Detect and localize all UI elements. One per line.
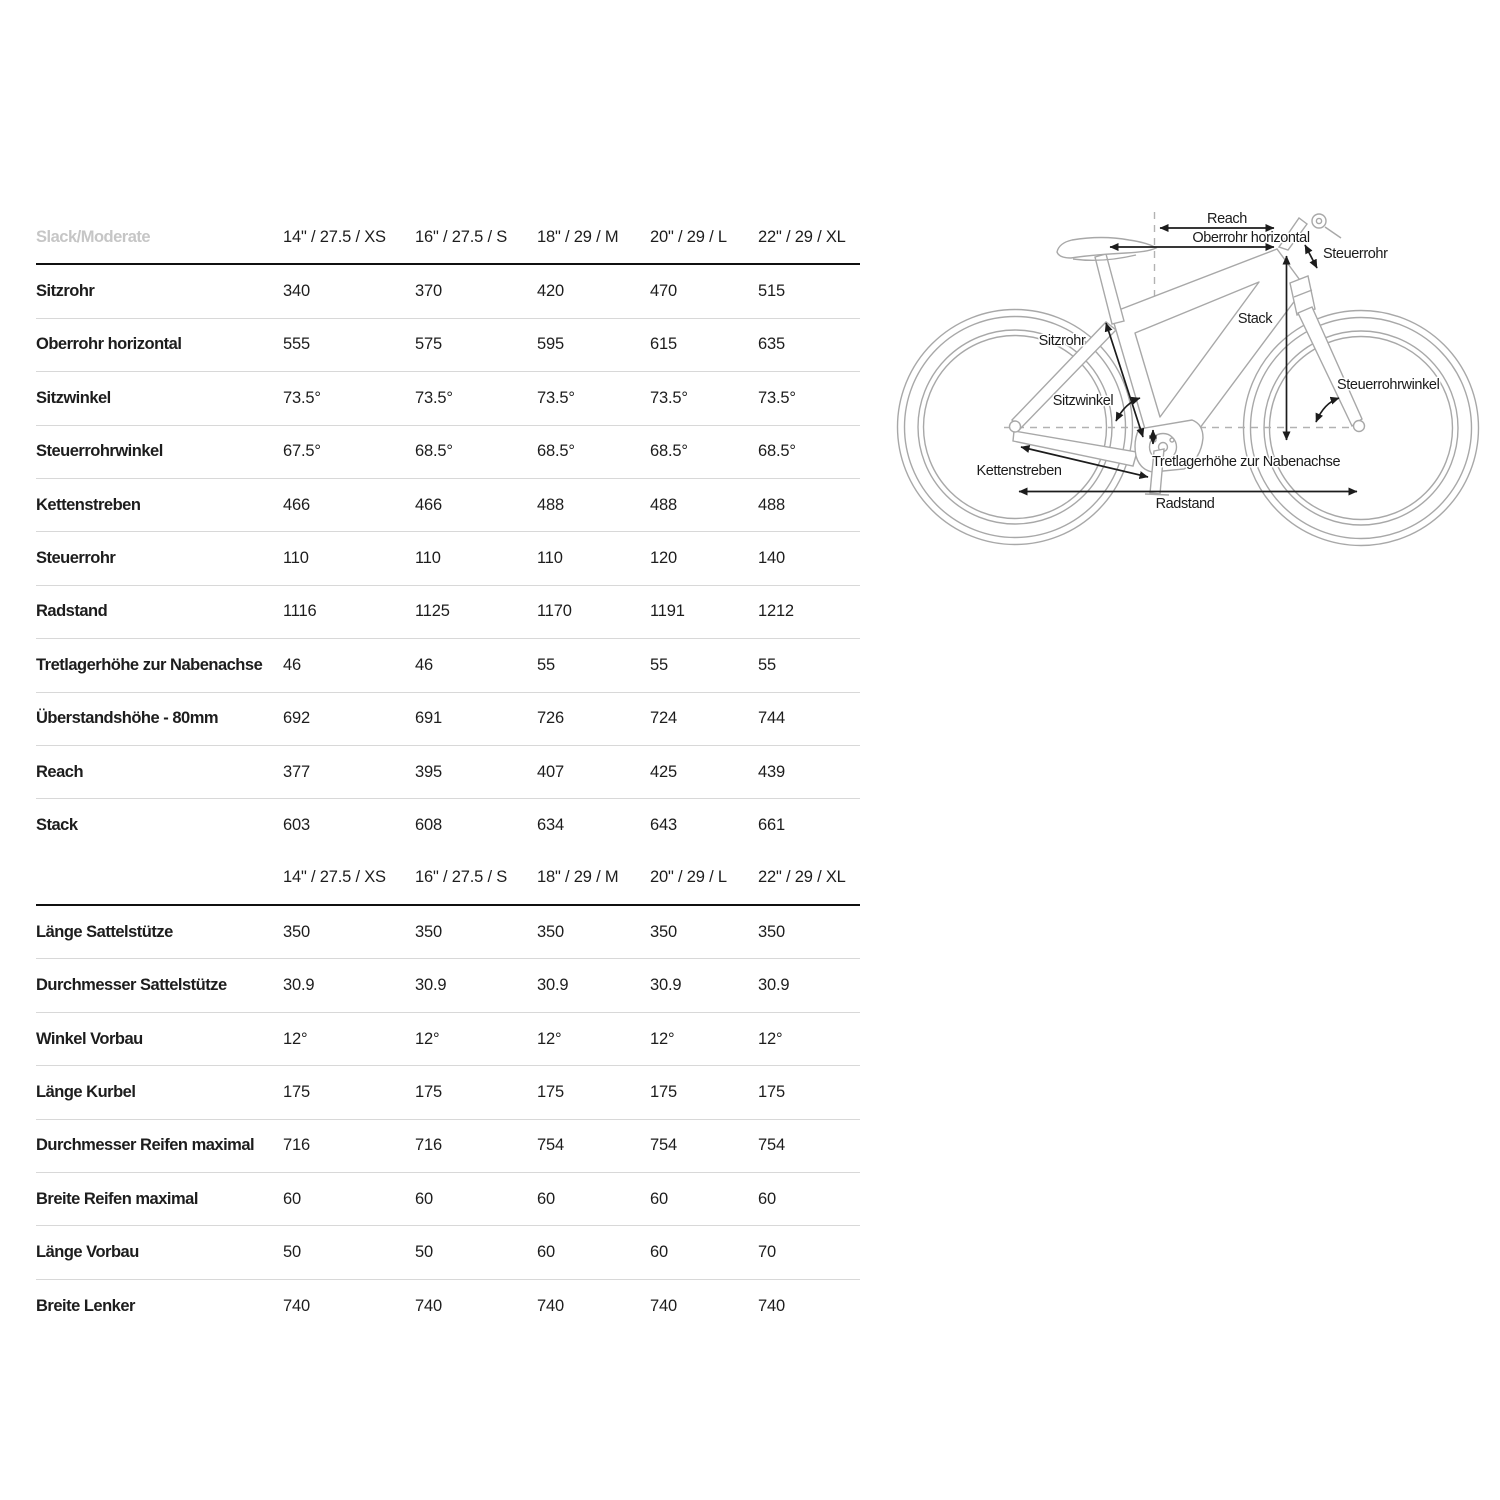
cell-value: 68.5° (537, 442, 575, 461)
cell-value: 407 (537, 762, 564, 781)
diagram-label-steuerrohrwinkel: Steuerrohrwinkel (1337, 377, 1440, 393)
cell-value: 12° (537, 1029, 562, 1048)
cell-value: 60 (283, 1189, 301, 1208)
cell-value: 30.9 (415, 976, 447, 995)
size-header-xs: 14" / 27.5 / XS (283, 227, 386, 246)
cell-value: 1191 (650, 602, 685, 621)
cell-value: 724 (650, 709, 677, 728)
fork-lower-leg (1298, 307, 1362, 426)
diagram-label-steuerrohr: Steuerrohr (1323, 246, 1388, 262)
size-header-xl: 22" / 29 / XL (758, 868, 846, 887)
size-header-l: 20" / 29 / L (650, 227, 727, 246)
cell-value: 68.5° (650, 442, 688, 461)
diagram-label-reach: Reach (1207, 211, 1247, 227)
cell-value: 350 (758, 922, 785, 941)
table-header-row (36, 211, 860, 265)
table-row (36, 959, 860, 1012)
cell-value: 68.5° (415, 442, 453, 461)
pedal (1145, 494, 1169, 495)
cell-value: 595 (537, 335, 564, 354)
cell-value: 30.9 (758, 976, 790, 995)
row-label: Sitzrohr (36, 282, 95, 301)
cell-value: 744 (758, 709, 785, 728)
cell-value: 1116 (283, 602, 317, 621)
cell-value: 740 (415, 1296, 442, 1315)
cell-value: 740 (537, 1296, 564, 1315)
size-header-xl: 22" / 29 / XL (758, 227, 846, 246)
cell-value: 395 (415, 762, 442, 781)
cell-value: 110 (415, 549, 441, 568)
cell-value: 425 (650, 762, 677, 781)
cell-value: 466 (415, 495, 442, 514)
cell-value: 30.9 (537, 976, 569, 995)
row-label: Sitzwinkel (36, 388, 111, 407)
cell-value: 754 (537, 1136, 564, 1155)
cell-value: 754 (758, 1136, 785, 1155)
row-label: Oberrohr horizontal (36, 335, 182, 354)
size-header-xs: 14" / 27.5 / XS (283, 868, 386, 887)
table-row (36, 1226, 860, 1279)
size-header-s: 16" / 27.5 / S (415, 227, 508, 246)
cell-value: 55 (758, 655, 776, 674)
table-row (36, 693, 860, 746)
table-section-label: Slack/Moderate (36, 227, 151, 246)
cell-value: 55 (650, 655, 668, 674)
cell-value: 67.5° (283, 442, 321, 461)
row-label: Winkel Vorbau (36, 1029, 143, 1048)
cell-value: 73.5° (650, 388, 688, 407)
steuerrohr-arrow (1305, 245, 1317, 268)
cell-value: 175 (537, 1082, 564, 1101)
cell-value: 68.5° (758, 442, 796, 461)
cell-value: 70 (758, 1243, 776, 1262)
cell-value: 60 (537, 1189, 555, 1208)
cell-value: 488 (537, 495, 564, 514)
row-label: Länge Vorbau (36, 1243, 139, 1262)
cell-value: 740 (283, 1296, 310, 1315)
cell-value: 350 (415, 922, 442, 941)
rear-dropout (1010, 421, 1021, 432)
cell-value: 73.5° (283, 388, 321, 407)
diagram-label-radstand: Radstand (1155, 496, 1215, 512)
row-label: Durchmesser Sattelstütze (36, 976, 227, 995)
cell-value: 1212 (758, 602, 794, 621)
table-row (36, 1066, 860, 1119)
cell-value: 608 (415, 815, 442, 834)
cell-value: 120 (650, 549, 677, 568)
cell-value: 488 (758, 495, 785, 514)
diagram-label-tretlagerhoehe: Tretlagerhöhe zur Nabenachse (1152, 454, 1341, 470)
cell-value: 439 (758, 762, 785, 781)
seatpost (1095, 254, 1124, 324)
front-dropout (1354, 421, 1365, 432)
cell-value: 73.5° (415, 388, 453, 407)
table-header-row (36, 852, 860, 906)
cell-value: 515 (758, 282, 785, 301)
cell-value: 634 (537, 815, 564, 834)
cell-value: 740 (650, 1296, 677, 1315)
cell-value: 635 (758, 335, 785, 354)
table-row (36, 426, 860, 479)
row-label: Reach (36, 762, 84, 781)
cell-value: 1170 (537, 602, 572, 621)
bike-geometry-diagram (880, 190, 1490, 560)
cell-value: 30.9 (283, 976, 315, 995)
size-header-m: 18" / 29 / M (537, 227, 619, 246)
cell-value: 350 (283, 922, 310, 941)
cell-value: 55 (537, 655, 555, 674)
components-body (36, 906, 860, 1332)
table-row (36, 746, 860, 799)
cell-value: 60 (537, 1243, 555, 1262)
cell-value: 466 (283, 495, 310, 514)
cell-value: 350 (537, 922, 564, 941)
cell-value: 350 (650, 922, 677, 941)
cell-value: 175 (415, 1082, 442, 1101)
cell-value: 30.9 (650, 976, 682, 995)
handlebar-grip (1312, 214, 1326, 228)
table-row (36, 265, 860, 318)
chain-stay (1013, 431, 1137, 466)
cell-value: 175 (650, 1082, 677, 1101)
row-label: Breite Lenker (36, 1296, 135, 1315)
cell-value: 488 (650, 495, 677, 514)
table-row (36, 372, 860, 425)
steuerrohrwinkel-arc (1316, 398, 1339, 422)
geometry-tables (36, 211, 860, 1332)
cell-value: 60 (758, 1189, 776, 1208)
row-label: Kettenstreben (36, 495, 141, 514)
cell-value: 60 (650, 1189, 668, 1208)
cell-value: 60 (650, 1243, 668, 1262)
table-row (36, 532, 860, 585)
cell-value: 12° (650, 1029, 675, 1048)
cell-value: 716 (415, 1136, 442, 1155)
row-label: Tretlagerhöhe zur Nabenachse (36, 655, 263, 674)
table-row (36, 319, 860, 372)
row-label: Radstand (36, 602, 108, 621)
table-row (36, 1173, 860, 1226)
cell-value: 50 (283, 1243, 301, 1262)
cell-value: 661 (758, 815, 785, 834)
cell-value: 691 (415, 709, 442, 728)
components-table (36, 852, 860, 1333)
row-label: Steuerrohr (36, 549, 116, 568)
cell-value: 615 (650, 335, 677, 354)
cell-value: 140 (758, 549, 785, 568)
row-label: Überstandshöhe - 80mm (36, 709, 219, 728)
row-label: Länge Sattelstütze (36, 922, 173, 941)
size-header-l: 20" / 29 / L (650, 868, 727, 887)
cell-value: 603 (283, 815, 310, 834)
diagram-label-sitzwinkel: Sitzwinkel (1052, 393, 1114, 409)
cell-value: 420 (537, 282, 564, 301)
diagram-label-stack: Stack (1237, 311, 1273, 327)
cell-value: 740 (758, 1296, 785, 1315)
size-header-s: 16" / 27.5 / S (415, 868, 508, 887)
diagram-label-kettenstreben: Kettenstreben (976, 463, 1062, 479)
cell-value: 370 (415, 282, 442, 301)
row-label: Länge Kurbel (36, 1082, 136, 1101)
cell-value: 726 (537, 709, 564, 728)
cell-value: 1125 (415, 602, 450, 621)
cell-value: 754 (650, 1136, 677, 1155)
cell-value: 73.5° (758, 388, 796, 407)
cell-value: 110 (283, 549, 309, 568)
table-row (36, 799, 860, 851)
table-row (36, 639, 860, 692)
row-label: Durchmesser Reifen maximal (36, 1136, 255, 1155)
size-header-m: 18" / 29 / M (537, 868, 619, 887)
table-row (36, 586, 860, 639)
cell-value: 377 (283, 762, 310, 781)
cell-value: 60 (415, 1189, 433, 1208)
row-label: Stack (36, 815, 78, 834)
cell-value: 643 (650, 815, 677, 834)
cell-value: 50 (415, 1243, 433, 1262)
diagram-label-oberrohr-horizontal: Oberrohr horizontal (1192, 230, 1310, 246)
cell-value: 575 (415, 335, 442, 354)
brake-lever (1325, 227, 1341, 238)
cell-value: 110 (537, 549, 563, 568)
cell-value: 175 (758, 1082, 785, 1101)
cell-value: 12° (758, 1029, 783, 1048)
cell-value: 555 (283, 335, 310, 354)
frame-geometry-body (36, 265, 860, 851)
cell-value: 716 (283, 1136, 310, 1155)
cell-value: 692 (283, 709, 310, 728)
table-row (36, 1280, 860, 1332)
cell-value: 12° (283, 1029, 308, 1048)
table-row (36, 906, 860, 959)
frame-geometry-table (36, 211, 860, 852)
cell-value: 470 (650, 282, 677, 301)
cell-value: 73.5° (537, 388, 575, 407)
table-row (36, 1120, 860, 1173)
cell-value: 340 (283, 282, 310, 301)
cell-value: 46 (283, 655, 301, 674)
table-row (36, 1013, 860, 1066)
cell-value: 175 (283, 1082, 310, 1101)
cell-value: 46 (415, 655, 433, 674)
cell-value: 12° (415, 1029, 440, 1048)
row-label: Steuerrohrwinkel (36, 442, 163, 461)
table-row (36, 479, 860, 532)
diagram-label-sitzrohr: Sitzrohr (1038, 333, 1086, 349)
row-label: Breite Reifen maximal (36, 1189, 198, 1208)
